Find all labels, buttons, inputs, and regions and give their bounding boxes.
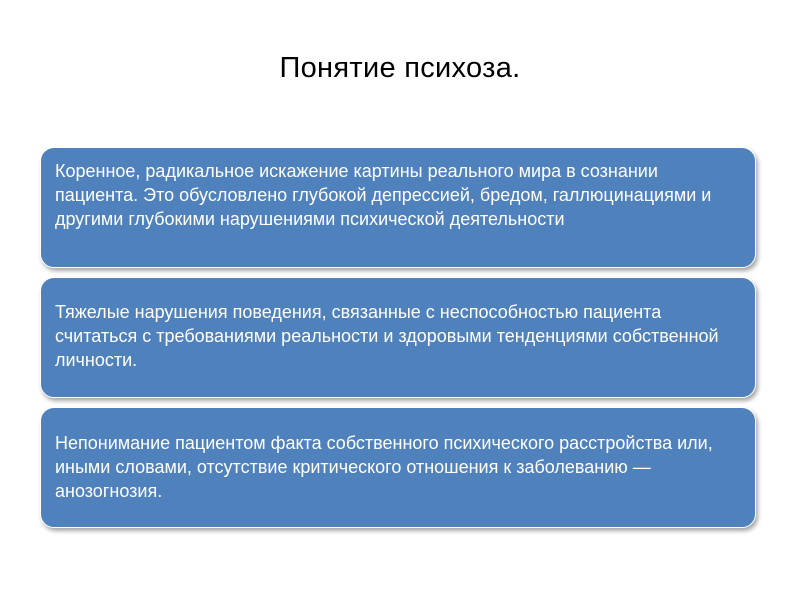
- definition-text-2: Тяжелые нарушения поведения, связанные с неспособностью пациента считаться с требованиями реальности и здоровыми тенденциями собственной личности.: [55, 302, 719, 370]
- definition-text-1: Коренное, радикальное искажение картины реального мира в сознании пациента. Это обусловлено глубокой депрессией, бредом, галлюцинациями и другими глубокими нарушениями психической деятельности: [55, 161, 712, 229]
- definition-box-2: [40, 277, 756, 398]
- definition-box-1: [40, 147, 756, 268]
- definition-box-3: [40, 407, 756, 528]
- definition-text-3: Непонимание пациентом факта собственного психического расстройства или, иными словами, отсутствие критического отношения к заболеванию — анозогнозия.: [55, 433, 713, 501]
- slide-title: Понятие психоза.: [279, 52, 521, 84]
